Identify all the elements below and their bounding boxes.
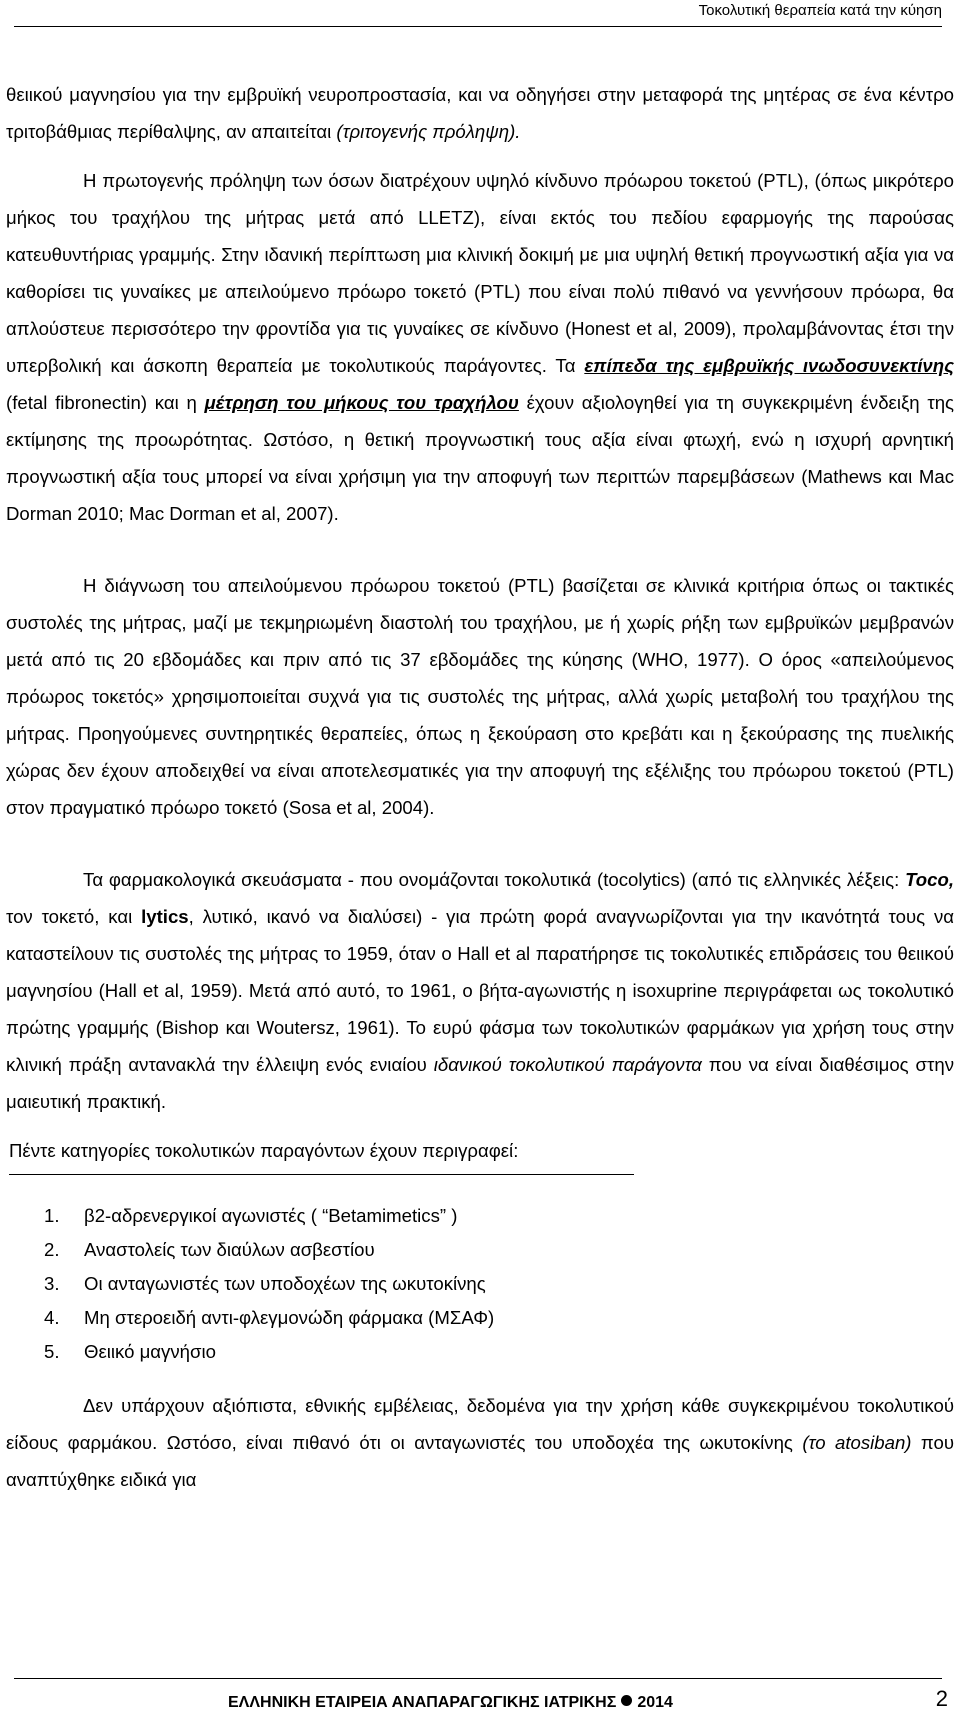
footer-society: ΕΛΛΗΝΙΚΗ ΕΤΑΙΡΕΙΑ ΑΝΑΠΑΡΑΓΩΓΙΚΗΣ ΙΑΤΡΙΚΗΣ 2014 <box>228 1694 673 1711</box>
list-item: 4. Μη στεροειδή αντι-φλεγμονώδη φάρμακα (ΜΣΑΦ) <box>44 1307 495 1328</box>
header-rule <box>14 26 942 27</box>
list-item: 1. β2-αδρενεργικοί αγωνιστές ( “Betamimetics” ) <box>44 1205 458 1226</box>
list-item: 5. Θειικό μαγνήσιο <box>44 1341 216 1362</box>
paragraph-3: Η διάγνωση του απειλούμενου πρόωρου τοκετού (PTL) βασίζεται σε κλινικά κριτήρια όπως οι τακτικές συστολές της μήτρας, μαζί με τεκμηριωμένη διαστολή του τραχήλου, με ή χωρίς ρήξη των εμβρυϊκών μεμβρανών μετά από τις 20 εβδομάδες και πριν από τις 37 εβδομάδες της κύησης (WHO, 1977). Ο όρος «απειλούμενος πρόωρος τοκετός» χρησιμοποιείται συχνά για τις συστολές της μήτρας, αλλά χωρίς μεταβολή του τραχήλου της μήτρας. Προηγούμενες συντηρητικές θεραπείες, όπως η ξεκούραση στο κρεβάτι και η ξεκούρασης της πυελικής χώρας δεν έχουν αποδειχθεί να είναι αποτελεσματικές για την αποφυγή της εξέλιξης του πρόωρου τοκετού (PTL) στον πραγματικό πρόωρο τοκετό (Sosa et al, 2004). <box>6 575 954 818</box>
paragraph-5: Δεν υπάρχουν αξιόπιστα, εθνικής εμβέλειας, δεδομένα για την χρήση κάθε συγκεκριμένου τοκολυτικού είδους φαρμάκου. Ωστόσο, είναι πιθανό ότι οι ανταγωνιστές του υποδοχέα της ωκυτοκίνης (το atosiban) που αναπτύχθηκε ειδικά για <box>6 1395 954 1490</box>
footer-rule <box>14 1678 942 1679</box>
paragraph-1: θειικού μαγνησίου για την εμβρυϊκή νευροπροστασία, και να οδηγήσει στην μεταφορά της μητέρας σε ένα κέντρο τριτοβάθμιας περίθαλψης, αν απαιτείται (τριτογενής πρόληψη). <box>6 84 954 142</box>
emphasis-cervical-length: μέτρηση του μήκους του τραχήλου <box>204 392 519 413</box>
list-item: 2. Αναστολείς των διαύλων ασβεστίου <box>44 1239 375 1260</box>
spacer <box>6 150 954 162</box>
spacer <box>6 532 954 567</box>
running-header <box>0 0 960 30</box>
paragraph-2: Η πρωτογενής πρόληψη των όσων διατρέχουν υψηλό κίνδυνο πρόωρου τοκετού (PTL), (όπως μικρότερο μήκος του τραχήλου της μήτρας μετά από LLETZ), είναι εκτός του πεδίου εφαρμογής της παρούσας κατευθυντήριας γραμμής. Στην ιδανική περίπτωση μια κλινική δοκιμή με μια υψηλή θετική προγνωστική αξία για να καθορίσει τις γυναίκες με απειλούμενο πρόωρο τοκετό (PTL) που είναι πολύ πιθανό να γεννήσουν πρόωρα, θα απλούστευε περισσότερο την φροντίδα για τις γυναίκες σε κίνδυνο (Honest et al, 2009), προλαμβάνοντας έτσι την υπερβολική και άσκοπη θεραπεία με τοκολυτικούς παράγοντες. Τα επίπεδα της εμβρυϊκής ινωδοσυνεκτίνης (fetal fibronectin) και η μέτρηση του μήκους του τραχήλου έχουν αξιολογηθεί για τη συγκεκριμένη ένδειξη της εκτίμησης της προωρότητας. Ωστόσο, η θετική προγνωστική τους αξία είναι φτωχή, ενώ η ισχυρή αρνητική προγνωστική αξία τους μπορεί να είναι χρήσιμη για την αποφυγή των περιττών παρεμβάσεων (Mathews και Mac Dorman 2010; Mac Dorman et al, 2007). <box>6 170 955 524</box>
header-title: Τοκολυτική θεραπεία κατά την κύηση <box>698 2 942 19</box>
spacer <box>6 1120 954 1132</box>
spacer <box>6 1175 954 1199</box>
categories-heading: Πέντε κατηγορίες τοκολυτικών παραγόντων έχουν περιγραφεί: <box>9 1132 518 1175</box>
list-item: 3. Οι ανταγωνιστές των υποδοχέων της ωκυτοκίνης <box>44 1273 486 1294</box>
spacer <box>6 1369 954 1387</box>
document-body <box>6 76 954 1498</box>
heading-underline <box>9 1174 634 1175</box>
paragraph-4: Τα φαρμακολογικά σκευάσματα - που ονομάζονται τοκολυτικά (tocolytics) (από τις ελληνικές λέξεις: Toco, τον τοκετό, και lytics, λυτικό, ικανό να διαλύσει) - για πρώτη φορά αναγνωρίζονται για την ικανότητά τους να καταστείλουν τις συστολές της μήτρας το 1959, όταν ο Hall et al παρατήρησε τις τοκολυτικές επιδράσεις του θειικού μαγνησίου (Hall et al, 1959). Μετά από αυτό, το 1961, ο βήτα-αγωνιστής η isoxuprine περιγράφεται ως τοκολυτικό πρώτης γραμμής (Bishop και Woutersz, 1961). Το ευρύ φάσμα των τοκολυτικών φαρμάκων για χρήση τους στην κλινική πράξη αντανακλά την έλλειψη ενός ενιαίου ιδανικού τοκολυτικού παράγοντα που να είναι διαθέσιμος στην μαιευτική πρακτική. <box>6 869 954 1112</box>
categories-list <box>6 1199 954 1369</box>
categories-heading-wrap <box>6 1132 954 1175</box>
spacer <box>6 826 954 861</box>
emphasis-fibronectin: επίπεδα της εμβρυϊκής ινωδοσυνεκτίνης <box>584 355 955 376</box>
page-footer <box>0 1678 960 1731</box>
page-number: 2 <box>935 1686 948 1711</box>
bullet-dot-icon <box>621 1695 632 1706</box>
